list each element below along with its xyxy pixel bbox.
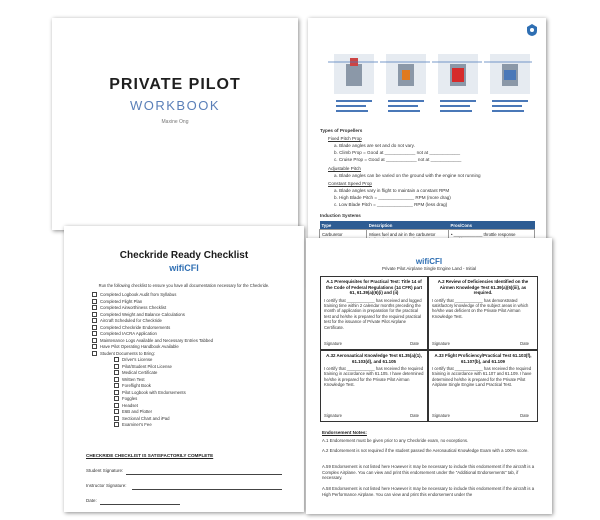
checklist-intro: Run the following checklist to ensure you have all documentation necessary for the Checkride. <box>98 283 270 288</box>
practical-test-endorsements-page <box>306 238 552 514</box>
endorsement-box-a32 <box>320 350 428 422</box>
constant-speed-line: b. High Blade Pitch = ______________ RPM (more drag) <box>334 195 451 200</box>
date-label: Date <box>520 341 529 346</box>
signature-label: Signature <box>324 413 342 418</box>
signature-label: Signature <box>324 341 342 346</box>
endorsement-subtitle: Private Pilot Airplane Single Engine Land - Initial <box>382 266 476 271</box>
endorsement-note: A.2 Endorsement is not required if the student passed the Aeronautical Knowledge Exam with a 100% score. <box>322 448 529 453</box>
constant-speed-line: c. Low Blade Pitch = ______________ RPM (less drag) <box>334 202 448 207</box>
checklist-item[interactable]: Aircraft Scheduled for Checkride <box>92 318 162 323</box>
endorsement-box-body: I certify that ____________ has received the required training in accordance with 61.105. I have determined he/she is prepared for the Private Pilot Airman Knowledge Test. <box>324 366 424 388</box>
checklist-sub-item[interactable]: E6B and Plotter <box>114 409 152 414</box>
cover-author: Maxine Ong <box>161 119 189 125</box>
checklist-item[interactable]: Completed Airworthiness Checklist <box>92 305 166 310</box>
checklist-complete-heading: CHECKRIDE CHECKLIST IS SATISFACTORILY COMPLETE <box>86 453 214 458</box>
constant-speed-heading: Constant Speed Prop <box>328 181 372 186</box>
wifi-cfi-logo-icon <box>527 24 537 36</box>
date-label: Date <box>410 341 419 346</box>
cover-title: PRIVATE PILOT <box>109 76 241 93</box>
checklist-sub-item[interactable]: Pilot/Student Pilot License <box>114 364 172 369</box>
signature-label: Signature <box>432 341 450 346</box>
adjustable-pitch-heading: Adjustable Pitch <box>328 166 361 171</box>
table-cell: Carburetor <box>320 230 367 245</box>
endorsement-notes-heading: Endorsement Notes: <box>322 430 367 435</box>
endorsement-box-a2 <box>428 276 538 350</box>
checklist-item[interactable]: Completed IACRA Application <box>92 331 157 336</box>
checklist-sub-item[interactable]: Foggles <box>114 396 137 401</box>
checklist-sub-item[interactable]: Examiner's Fee <box>114 422 152 427</box>
instructor-signature-label: Instructor Signature: <box>86 483 127 488</box>
checklist-item[interactable]: Completed Flight Plan <box>92 299 142 304</box>
checklist-sub-item[interactable]: Written Test <box>114 377 145 382</box>
checklist-title: Checkride Ready Checklist <box>119 250 249 261</box>
workbook-cover-page <box>52 18 298 230</box>
checklist-sub-item[interactable]: Pilot Logbook with Endorsements <box>114 390 186 395</box>
adjustable-pitch-line: a. Blade angles can be varied on the ground with the engine not running <box>334 173 481 178</box>
checklist-item[interactable]: Have Pilot Operating Handbook Available <box>92 344 179 349</box>
date-label: Date: <box>86 498 97 503</box>
instructor-signature-line[interactable] <box>132 489 282 490</box>
fixed-pitch-line: c. Cruise Prop = Good at ____________ not at ____________ <box>334 157 462 162</box>
table-header: Type <box>320 221 367 230</box>
endorsement-box-body: I certify that ____________ has received and logged training time within 2 calendar months preceding the month of application in preparation for the practical test and he/she is prepared for the required practical test for the issuance of Private Pilot Airplane Certificate. <box>324 297 422 330</box>
student-signature-line[interactable] <box>126 474 282 475</box>
endorsement-note: A.58 Endorsement is not listed here However it may be necessary to include this endorsement if the aircraft is a High Performance Airplane. You can view and print this endorsement under the <box>322 486 535 497</box>
checklist-sub-item[interactable]: Sectional Chart and iPad <box>114 416 170 421</box>
checklist-sub-item[interactable]: Foreflight Book <box>114 383 151 388</box>
checklist-brand: wifiCFI <box>169 263 199 273</box>
date-label: Date <box>410 413 419 418</box>
fixed-pitch-line: b. Climb Prop = Good at ____________ not at ____________ <box>334 150 461 155</box>
endorsement-box-body: I certify that ____________ has received the required training in accordance with 61.107 and 61.109. I have determined he/she is prepared for the Private Pilot Airplane Single Engine Land Practical Test. <box>432 366 532 388</box>
endorsement-box-a33 <box>428 350 538 422</box>
student-signature-label: Student Signature: <box>86 468 124 473</box>
checklist-sub-item[interactable]: Medical Certificate <box>114 370 157 375</box>
propeller-diagram-illustration <box>328 48 532 124</box>
table-header: Description <box>367 221 449 230</box>
date-label: Date <box>520 413 529 418</box>
endorsement-note: A.59 Endorsement is not listed here However it may be necessary to include this endorsement if the aircraft is a Complex Airplane. You can view and print this endorsement under the "Additional Endorsements" tab, if necessary. <box>322 464 535 481</box>
induction-systems-title: Induction Systems <box>320 213 361 218</box>
endorsement-box-title: A.33 Flight Proficiency/Practical Test 61.103(f), 61.107(b), and 61.109 <box>434 353 532 364</box>
endorsement-box-body: I certify that ____________ has demonstrated satisfactory knowledge of the subject areas in which he/she was deficient on the Private Pilot Airman Knowledge Test. <box>432 297 529 319</box>
checklist-item[interactable]: Completed Logbook Audit from Syllabus <box>92 292 176 297</box>
checklist-item[interactable]: Student Documents to Bring: <box>92 351 155 356</box>
endorsement-note: A.1 Endorsement must be given prior to any Checkride exam, no exceptions. <box>322 438 469 443</box>
endorsement-box-a1 <box>320 276 428 350</box>
endorsement-box-title: A.32 Aeronautical Knowledge Test 61.35(a)(1), 61.103(d), and 61.105 <box>326 353 422 364</box>
section-title-propellers: Types of Propellers <box>320 128 363 133</box>
checklist-sub-item[interactable]: Headset <box>114 403 138 408</box>
cover-subtitle: WORKBOOK <box>129 98 220 113</box>
fixed-pitch-heading: Fixed Pitch Prop <box>328 136 362 141</box>
endorsement-box-title: A.1 Prerequisites for Practical Test: Title 14 of the Code of Federal Regulations (14 CFR) part 61, 61.39(a)(6)(i) and (ii) <box>325 279 423 295</box>
table-cell: Mixes fuel and air in the carburetor <box>367 230 449 245</box>
endorsement-brand: wifiCFI <box>415 257 443 266</box>
checklist-item[interactable]: Completed Weight and Balance Calculations <box>92 312 185 317</box>
table-header: Pros/Cons <box>448 221 534 230</box>
endorsement-box-title: A.2 Review of Deficiencies Identified on the Airmen Knowledge Test 61.39(a)(6)(iii), as required. <box>437 279 529 295</box>
checklist-item[interactable]: Maintenance Logs Available and Necessary Entries Tabbed <box>92 338 213 343</box>
checkride-checklist-page <box>64 226 304 512</box>
constant-speed-line: a. Blade angles vary in flight to maintain a constant RPM <box>334 188 450 193</box>
signature-label: Signature <box>432 413 450 418</box>
table-cell: • ____________ throttle response <box>448 230 534 245</box>
fixed-pitch-line: a. Blade angles are set and do not vary. <box>334 143 415 148</box>
date-line[interactable] <box>100 504 180 505</box>
checklist-item[interactable]: Completed Checkride Endorsements <box>92 325 170 330</box>
checklist-sub-item[interactable]: Driver's License <box>114 357 152 362</box>
